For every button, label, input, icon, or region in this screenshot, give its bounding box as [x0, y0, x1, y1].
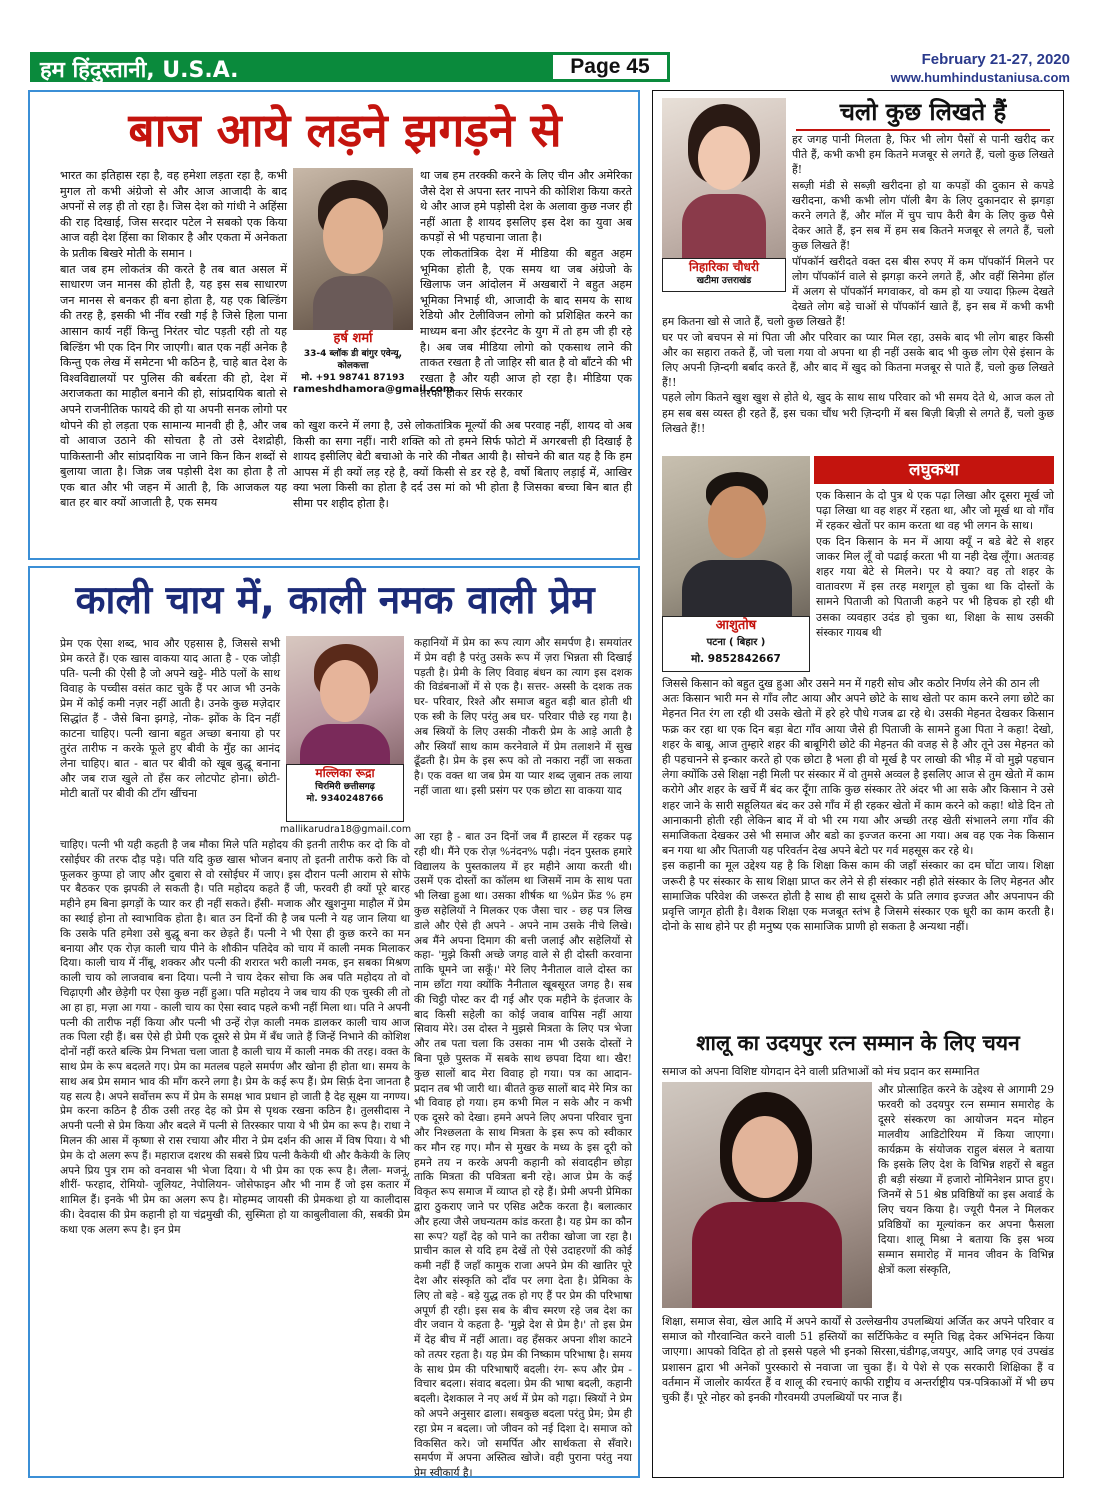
page-number: Page 45: [550, 52, 670, 82]
issue-date: February 21-27, 2020: [921, 51, 1070, 68]
article2-col1b: [60, 838, 410, 1470]
author-phone-harsh: मो. +91 98741 87193: [301, 373, 405, 383]
website-link[interactable]: www.humhindustaniusa.com: [890, 70, 1070, 85]
author-name-niharika: निहारिका चौधरी: [689, 260, 759, 274]
article4-intro: [816, 488, 1054, 674]
article3-text: हर जगह पानी मिलता है, फिर भी लोग पैसों से पानी खरीद कर पीते हैं, कभी कभी हम कितने मजबूर से लगते हैं, चलो कुछ लिखते हैं! सब्ज़ी मंडी से सब्ज़ी खरीदना हो या कपड़ों की दुकान से कपडे खरीदना, कभी कभी लोग पॉली बैग के लिए दुकानदार से झगड़ा करने लगते हैं, और मॉल में चुप चाप कैरी बैग के लिए कुछ पैसे देकर आते हैं, इन सब में हम सब कितने मजबूर से लगते हैं, चलो कुछ लिखते हैं! पॉपकॉर्न खरीदते वक्त दस बीस रुपए में कम पॉपकॉर्न मिलने पर लोग पॉपकॉर्न वाले से झगड़ा करने लगते हैं, और वहीं सिनेमा हॉल में अलग से पॉपकॉर्न मगवाकर, वो कम हो या ज्यादा फ़िल्म देखते देखते लोग बड़े चाओं से पॉपकॉर्न खाते हैं, इन सब में कभी कभी हम कितना खो से जाते हैं, चलो कुछ लिखते हैं! घर पर जो बचपन से मां पिता जी और परिवार का प्यार मिल रहा, उसके बाद भी लोग बाहर किसी और का सहारा तकते हैं, जो चला गया वो अपना था ही नहीं उसके बाद भी कुछ लोग ऐसे इंसान के लिए अपनी ज़िन्दगी बर्बाद करते हैं, और बाद में खुद को कितना मजबूर से पाते हैं, चलो कुछ लिखते हैं!! पहले लोग कितने खुश खुश से होते थे, खुद के साथ साथ परिवार को भी समय देते थे, आज कल तो हम सब बस व्यस्त ही रहते हैं, इस चका चौंध भरी ज़िन्दगी में बस बिज़ी बिज़ी से लगते हैं, चलो कुछ लिखते हैं!!: [662, 133, 1054, 435]
photo-shalu: [662, 1082, 872, 1308]
article1-col2a: [420, 168, 632, 418]
article3-body: [662, 132, 1054, 450]
article5-col: [878, 1082, 1054, 1314]
author-place-mallika: चिरमिरी छत्तीसगढ़: [315, 782, 375, 792]
author-caption-mallika: [286, 764, 404, 822]
photo-harsh-sharma: [293, 168, 413, 330]
article2-text-col2b: आ रहा है - बात उन दिनों जब मैं हास्टल में रहकर पढ़ रही थी। मैंने एक रोज़ %नंदन% पढ़ी। नंदन पुस्तक हमारे विद्यालय के पुस्तकालय में हर महीने आया करती थी। उसमें एक दोस्तों का कॉलम था जिसमें नाम के साथ पता भी लिखा हुआ था। उसका शीर्षक था %प्रेन फ्रेंड % हम कुछ सहेलियों ने मिलकर एक जैसा चार - छह पत्र लिख डाले और ऐसे ही अपने - अपने नाम उसके नीचे लिखे। अब मैंने अपना दिमाग की बत्ती जलाई और सहेलियों से कहा- 'मुझे किसी अच्छे जगह वाले से ही दोस्ती करवाना ताकि घूमने जा सकूँ।' मेरे लिए नैनीताल वाले दोस्त का नाम छाँटा गया क्योंकि नैनीताल खूबसूरत जगह है। सब की चिट्ठी पोस्ट कर दी गई और एक महीने के इंतजार के बाद किसी सहेली का कोई जवाब वापिस नहीं आया सिवाय मेरे। उस दोस्त ने मुझसे मित्रता के लिए पत्र भेजा और तब पता चला कि उसका नाम भी उसके दोस्तों ने बिना पूछे पुस्तक में सबके साथ छपवा दिया था। खैर! कुछ सालों बाद मेरा विवाह हो गया। पत्र का आदान- प्रदान तब भी जारी था। बीतते कुछ सालों बाद मेरे मित्र का भी विवाह हो गया। हम कभी मिल न सके और न कभी एक दूसरे को देखा। हमने अपने लिए अपना परिवार चुना और निश्छलता के साथ मित्रता के इस रूप को स्वीकार कर मौन रह गए। मौन से मुखर के मध्य के इस दूरी को हमने तय न करके अपनी कहानी को संवादहीन छोड़ा ताकि मित्रता की पवित्रता बनी रहे। आज प्रेम के कई विकृत रूप समाज में व्याप्त हो रहे हैं। प्रेमी अपनी प्रेमिका द्वारा ठुकराए जाने पर एसिड अटैक करता है। बलात्कार और हत्या जैसे जघन्यतम कांड करता है। यह प्रेम का कौन सा रूप? यहाँ देह को पाने का तरीका खोजा जा रहा है। प्राचीन काल से यदि हम देखें तो ऐसे उदाहरणों की कोई कमी नहीं हैं जहाँ कामुक राजा अपने प्रेम की खातिर पूरे देश और संस्कृति को दाँव पर लगा देता है। प्रेमिका के लिए तो बड़े - बड़े युद्ध तक हो गए हैं पर प्रेम की परिभाषा अपूर्ण ही रही। इस सब के बीच स्मरण रहे जब देश का वीर जवान ये कहता है- 'मुझे देश से प्रेम है।' तो इस प्रेम में देह बीच में नहीं आता। वह हँसकर अपना शीश काटने को तत्पर रहता है। यह प्रेम की निष्काम परिभाषा है। समय के साथ प्रेम की परिभाषाएँ बदली। रंग- रूप और प्रेम - विचार बदला। संवाद बदला। प्रेम की भाषा बदली, कहानी बदली। देशकाल ने नए अर्थ में प्रेम को गढ़ा। स्त्रियों ने प्रेम को अपने अनुसार ढाला। सबकुछ बदला परंतु प्रेम; प्रेम ही रहा प्रेम न बदला। जो जीवन को नई दिशा दे। समाज को विकसित करे। जो समर्पित और सार्थकता से सँवारे। समर्पण में अपना अस्तित्व खोजे। वही पुराना परंतु नया प्रेम स्वीकार्य है।: [414, 831, 632, 1480]
article2-col1b-top: [60, 772, 280, 832]
headline-article-3: चलो कुछ लिखते हैं: [792, 96, 1054, 130]
article5-body: [662, 1314, 1054, 1470]
author-place-ashutosh: पटना ( बिहार ): [706, 637, 766, 648]
photo-mallika-rudra: [286, 636, 404, 764]
article1-col1: [60, 168, 287, 552]
article4-body: [662, 676, 1054, 1022]
article5-body-text: शिक्षा, समाज सेवा, खेल आदि में अपने कार्यों से उल्लेखनीय उपलब्धियां अर्जित कर अपने परिवार व समाज को गौरवान्वित करने वाली 51 हस्तियों का सर्टिफिकेट व स्मृति चिह्न देकर अभिनंदन किया जाएगा। आपको विदित हो तो इससे पहले भी इनको सिरसा,चंडीगढ़,जयपुर, आदि जगह एवं उपखंड प्रशासन द्वारा भी अनेकों पुरस्कारो से नवाजा जा चुका हैं। ये पेशे से एक सरकारी शिक्षिका हैं व वर्तमान में जालोर कार्यरत हैं व शालू की रचनाएं काफी राष्ट्रीय व अन्तर्राष्ट्रीय पत्र-पत्रिकाओं में भी छप चुकी हैं। पूरे नोहर को इनकी गौरवमयी उपलब्धियों पर नाज हैं।: [662, 1315, 1054, 1405]
article1-col2b: [293, 418, 632, 552]
article2-col1a: [60, 636, 280, 800]
masthead-bar: [30, 52, 670, 82]
headline-article-5: शालू का उदयपुर रत्न सम्मान के लिए चयन: [696, 1031, 1020, 1055]
article1-text-col2a: था जब हम तरक्की करने के लिए चीन और अमेरिका जैसे देश से अपना स्तर नापने की कोशिश किया करते थे और आज हमे पड़ोसी देश के अलावा कुछ नजर ही नहीं आता है शायद इसलिए इस देश का युवा अब कपड़ों से भी पहचाना जाता है। एक लोकतांत्रिक देश में मीडिया की बहुत अहम भूमिका होती है, एक समय था जब अंग्रेजो के खिलाफ जन आंदोलन में अखबारों ने बहुत अहम भूमिका निभाई थी, आजादी के बाद समय के साथ रेडियो और टेलीविजन लोगो को प्रशिक्षित करने का माध्यम बना और इंटरनेट के युग में तो हम जी ही रहे है। अब जब मीडिया लोगो को एकसाथ लाने की ताकत रखता है तो जाहिर सी बात है वो बाँटने की भी रखता है और यही आज हो रहा है। मीडिया एक तरफा होकर सिर्फ सरकार: [420, 169, 632, 401]
article2-text-col1a: प्रेम एक ऐसा शब्द, भाव और एहसास है, जिससे सभी प्रेम करते हैं। एक खास वाकया याद आता है - एक जोड़ी पति- पत्नी की ऐसी है जो अपने खट्टे- मीठे पलों के साथ विवाह के पच्चीस वसंत काट चुके हैं पर आज भी उनके प्रेम में कोई कमी नज़र नहीं आती है। उनके कुछ मज़ेदार सिद्धांत हैं - जैसे बिना झगड़े, नोक- झोंक के दिन नहीं काटना चाहिए। पत्नी खाना बहुत अच्छा बनाया हो पर तुरंत तारीफ न करके फूले हुए बीवी के मुँह का आनंद लेना चाहिए। बात - बात पर बीवी को खूब बुद्धू बनाना और जब राज खुले तो हँस कर लोटपोट होना। छोटी- मोटी बातों पर बीवी की टाँग खींचना: [60, 637, 280, 800]
article5-col-text: और प्रोत्साहित करने के उद्देश्य से आगामी 29 फरवरी को उदयपुर रत्न सम्मान समारोह के दूसरे संस्करण का आयोजन मदन मोहन मालवीय आडिटोरियम में किया जाएगा। कार्यक्रम के संयोजक राहुल बंसल ने बताया कि इसके लिए देश के विभिन्न शहरों से बहुत ही बड़ी संख्या में हजारो नोमिनेशन प्राप्त हुए। जिनमें से 51 श्रेष्ठ प्रविष्ठियों का इस अवार्ड के लिए चयन किया है। ज्यूरी पैनल ने मिलकर प्रविष्ठियों का मूल्यांकन कर अपना फैसला दिया। शालू मिश्रा ने बताया कि इस भव्य सम्मान समारोह में मानव जीवन के विभिन्न क्षेत्रों कला संस्कृति,: [878, 1083, 1054, 1276]
author-email-mallika[interactable]: mallikarudra18@gmail.com: [280, 824, 412, 835]
article5-intro: [662, 1064, 1054, 1080]
author-email-harsh[interactable]: rameshdhamora@gmail.com: [293, 384, 454, 395]
section-label-laghukatha: लघुकथा: [814, 456, 1054, 484]
article2-text-col1b: चाहिए। पत्नी भी यही कहती है जब मौका मिले पति महोदय की इतनी तारीफ कर दो कि वो रसोईघर की तरफ दौड़ पड़े। पति यदि कुछ खास भोजन बनाए तो इतनी तारीफ करो कि वो फूलकर कुप्पा हो जाए और दुबारा से वो रसोईघर में जाए। इस दौरान पत्नी आराम से सोफे पर बैठकर एक झपकी ले सकती है। पति महोदय कहते हैं जी, फरवरी ही क्यों पूरे बारह महीने हम बिना झगड़ों के प्यार कर ही नहीं सकते। हँसी- मजाक और खुशनुमा माहौल में प्रेम का स्थाई होना तो स्वाभाविक होता है। बात उन दिनों की है जब पत्नी ने यह जान लिया था कि उसके पति हमेशा उसे बुद्धू बना कर छेड़ते हैं। पत्नी ने भी ऐसा ही कुछ करने का मन बनाया और एक रोज़ काली चाय पीने के शौकीन पतिदेव को चाय में काली नमक मिलाकर दिया। काली चाय में नींबू, शक्कर और पत्नी की शरारत भरी काली नमक, इन सबका मिश्रण काली चाय को लाजवाब बना दिया। पत्नी ने चाय देकर सोचा कि अब पति महोदय तो वो चिढ़ाएगी और छेड़ेगी पर ऐसा कुछ नहीं हुआ। पति महोदय ने जब चाय की एक चुस्की ली तो आ हा हा, मज़ा आ गया - काली चाय का ऐसा स्वाद पहले कभी नहीं मिला था। पति ने अपनी पत्नी की तारीफ नहीं किया और पत्नी भी उन्हें रोज़ काली नमक डालकर काली चाय आज तक पिला रही हैं। बस ऐसे ही प्रेमी एक दूसरे से प्रेम में बँध जाते हैं जिन्हें निभाने की कोशिश दोनों नहीं करते बल्कि प्रेम निभता चला जाता है काली चाय में काली नमक की तरह। वक्त के साथ प्रेम के रूप बदलते गए। प्रेम का मतलब पहले समर्पण और खोना ही होता था। समय के साथ अब प्रेम समान भाव की माँग करने लगा है। प्रेम के कई रूप हैं। प्रेम सिर्फ़ देना जानता है यह सत्य है। अपने सर्वोत्तम रूप में प्रेम के समक्ष भाव प्रधान हो जाती है देह सूक्ष्म या नगण्य। प्रेम करना कठिन है ठीक उसी तरह देह को प्रेम से पृथक रखना कठिन है। तुलसीदास ने अपनी पत्नी से प्रेम किया और बदले में पत्नी से तिरस्कार पाया ये भी प्रेम का रूप है। राधा ने मिलन की आस में कृष्णा से रास रचाया और मीरा ने प्रेम दर्शन की आस में विष पिया। ये भी प्रेम के दो अलग रूप हैं। महाराज दशरथ की सबसे प्रिय पत्नी कैकेयी थी और कैकेयी के लिए अपने प्रिय पुत्र राम को वनवास भी भेजा दिया। ये भी प्रेम का एक रूप है। लैला- मजनूं, शीरीं- फरहाद, रोमियो- जूलियट, नेपोलियन- जोसेफाइन और भी नाम हैं जो इस कतार में शामिल हैं। इनके भी प्रेम का अलग रूप है। मोहम्मद जायसी की प्रेमकथा हो या कालीदास की। देवदास की प्रेम कहानी हो या चंद्रमुखी की, सुस्मिता हो या काबुलीवाला की, सबकी प्रेम कथा एक अलग रूप है। इन प्रेम: [60, 839, 410, 1236]
photo-ashutosh: [662, 456, 810, 616]
headline-article-2: काली चाय में, काली नमक वाली प्रेम: [75, 578, 595, 623]
author-name-mallika: मल्लिका रूद्रा: [315, 766, 375, 780]
author-address-harsh: 33-4 ब्लॉक डी बांगुर एवेन्यू, कोलकत्ता: [303, 349, 403, 371]
article4-intro-text: एक किसान के दो पुत्र थे एक पढ़ा लिखा और दूसरा मूर्ख जो पढ़ा लिखा था वह शहर में रहता था, और जो मूर्ख था वो गाँव में रहकर खेतों पर काम करता था वह भी लगन के साथ। एक दिन किसान के मन में आया क्यूँ न बडे बेटे से शहर जाकर मिल लूँ वो पढाई करता भी या नही देख लूँगा। अतःवह शहर गया बेटे से मिलने। पर ये क्या? वह तो शहर के वातावरण में इस तरह मशगूल हो चुका था कि दोस्तों के सामने पिताजी को पिताजी कहने पर भी हिचक हो रही थी उसका व्यवहार उदंड हो चुका था, शिक्षा के साथ उसकी संस्कार गायब थी: [816, 489, 1054, 639]
article2-col2b: [414, 830, 632, 1480]
article1-text-col2b: को खुश करने में लगा है, उसे लोकतांत्रिक मूल्यों की अब परवाह नहीं, शायद वो अब किसी का सगा नहीं। नारी शक्ति को तो हमने सिर्फ फोटो में अगरबत्ती ही दिखाई है शायद इसीलिए बेटी बचाओ के नारे की नौबत आयी है। सोचने की बात यह है कि हम आपस में ही क्यों लड़ रहे है, क्यों किसी से डर रहे है, वर्षो बिताए लड़ाई में, आखिर क्या भला किसी का होता है दर्द उस मां को भी होता है जिसका बच्चा बिन बात ही सीमा पर शहीद होता है।: [293, 419, 632, 510]
article2-col2a: [414, 636, 632, 828]
author-caption-harsh: [293, 330, 454, 412]
author-phone-mallika: मो. 9340248766: [306, 794, 384, 804]
author-place-niharika: खटीमा उत्तराखंड: [696, 276, 752, 286]
author-phone-ashutosh: मो. 9852842667: [691, 653, 781, 665]
article4-body-text: जिससे किसान को बहुत दुख हुआ और उसने मन में गहरी सोच और कठोर निर्णय लेने की ठान ली अतः किसान भारी मन से गाँव लौट आया और अपने छोटे के साथ खेतो पर काम करने लगा छोटे का मेहनत नित रंग ला रही थी उसके खेतो में हरे हरे पौधे गजब ढा रहे थे। उसकी मेहनत देखकर किसान फक्र कर रहा था एक दिन बड़ा बेटा गाँव आया जैसे ही पिताजी के सामने हुआ पिता ने कहा! देखो, शहर के बाबू, आज तुम्हारे शहर की बाबूगिरी छोटे की मेहनत की वजह से है और तूने उस मेहनत को ही पहचानने से इन्कार करते हो एक छोटा है भला ही वो मूर्ख है पर लाखो की भीड़ में वो मुझे पहचान लेगा क्योंकि उसे शिक्षा नही मिली पर संस्कार में वो तुमसे अव्वल है इसलिए आज से तुम खेतो में काम करोगे और शहर के खर्चे मैं बंद कर दूँगा ताकि कुछ संस्कार तेरे अंदर भी आ सके और किसान ने उसे शहर जाने के सारी सहूलियत बंद कर उसे गाँव में ही रहकर खेतो में काम करने को कहा! थोडे दिन तो आनाकानी होती रही लेकिन बाद में वो भी रम गया और अच्छी तरह खेती संभालने लगा गाँव की समाजिकता देखकर उसे भी समाज और बडो का इज्जत करना आ गया। अब वह एक नेक किसान बन गया था और पिताजी यह परिवर्तन देख अपने बेटो पर गर्व महसूस कर रहे थे। इस कहानी का मूल उद्देश्य यह है कि शिक्षा किस काम की जहाँ संस्कार का दम घोंटा जाय। शिक्षा जरूरी है पर संस्कार के साथ शिक्षा प्राप्त कर लेने से ही संस्कार नही होते संस्कार के लिए मेहनत और सामाजिक परिवेश की जरूरत होती है साथ ही साथ दूसरो के प्रति लगाव इज्जत और अपनापन की प्रवृत्ति जागृत होती है। वैशक शिक्षा एक मजबूत स्तंभ है जिसमे संस्कार एक धूरी का काम करती है। दोनो के साथ होने पर ही मनुष्य एक सामाजिक प्राणी हो सकता है अन्यथा नहीं।: [662, 677, 1054, 934]
headline-article-1: बाज आये लड़ने झगड़ने से: [128, 103, 562, 157]
article2-text-col2a: कहानियों में प्रेम का रूप त्याग और समर्पण है। समयांतर में प्रेम वही है परंतु उसके रूप में ज़रा भिन्नता सी दिखाई पड़ती है। प्रेमी के लिए विवाह बंधन का त्याग इस दशक की विडंबनाओं में से एक है। सत्तर- अस्सी के दशक तक घर- परिवार, रिश्ते और समाज बहुत बड़ी बात होती थी एक स्त्री के लिए परंतु अब घर- परिवार पीछे रह गया है। अब स्त्रियों के लिए उसकी नौकरी प्रेम के आड़े आती है और स्त्रियाँ साथ काम करनेवाले में प्रेम तलाशने में सुख ढूँढती है। प्रेम के इस रूप को तो नकारा नहीं जा सकता है। एक वक्त था जब प्रेम या प्यार शब्द ज़ुबान तक लाया नहीं जाता था। इसी प्रसंग पर एक छोटा सा वाकया याद: [414, 637, 632, 797]
article5-intro-text: समाज को अपना विशिष्ट योगदान देने वाली प्रतिभाओं को मंच प्रदान कर सम्मानित: [662, 1065, 980, 1078]
author-name-ashutosh: आशुतोष: [715, 618, 757, 633]
author-caption-ashutosh: [662, 616, 810, 672]
headline-rule-3: [796, 129, 1050, 131]
publication-brand: हम हिंदुस्तानी, U.S.A.: [40, 58, 239, 83]
author-name-harsh: हर्ष शर्मा: [333, 331, 373, 346]
article1-text-col1: भारत का इतिहास रहा है, वह हमेशा लड़ता रहा है, कभी मुगल तो कभी अंग्रेजो से और आज आजादी के बाद अपनों से लड़ ही तो रहा है। जिस देश को गांधी ने अहिंसा की राह दिखाई, जिस सरदार पटेल ने सबको एक किया आज वही देश हिंसा का शिकार है और एकता में अनेकता के प्रतीक बिखरे मोती के समान । बात जब हम लोकतंत्र की करते है तब बात असल में साधारण जन मानस की होती है, यह इस सब साधारण जन मानस से बनकर ही बना होता है, यह एक बिल्डिंग की तरह है, इसकी भी नींव रखी गई है जिसे हिला पाना आसान कार्य नहीं किन्तु निरंतर चोट पड़ती रही तो यह बिल्डिंग भी एक दिन गिर जाएगी। बात एक नहीं अनेक है किन्तु एक लेख में समेटना भी कठिन है, चाहे बात देश के विश्वविद्यालयों पर पुलिस की बर्बरता की हो, देश में अराजकता का माहौल बनाने की हो, सांप्रदायिक बातो से अपने राजनीतिक फायदे की हो या अपनी सनक लोगो पर थोपने की हो लड़ता एक सामान्य मानवी ही है, और जब वो आवाज उठाने की सोचता है तो उसे देशद्रोही, पाकिस्तानी और सांप्रदायिक ना जाने किन किन शब्दों से बुलाया जाता है। जिक्र जब पड़ोसी देश का होता है तो एक बात और भी जहन में आती है, कि आजकल यह बात हर बार क्यों आजाती है, एक समय: [60, 169, 287, 510]
